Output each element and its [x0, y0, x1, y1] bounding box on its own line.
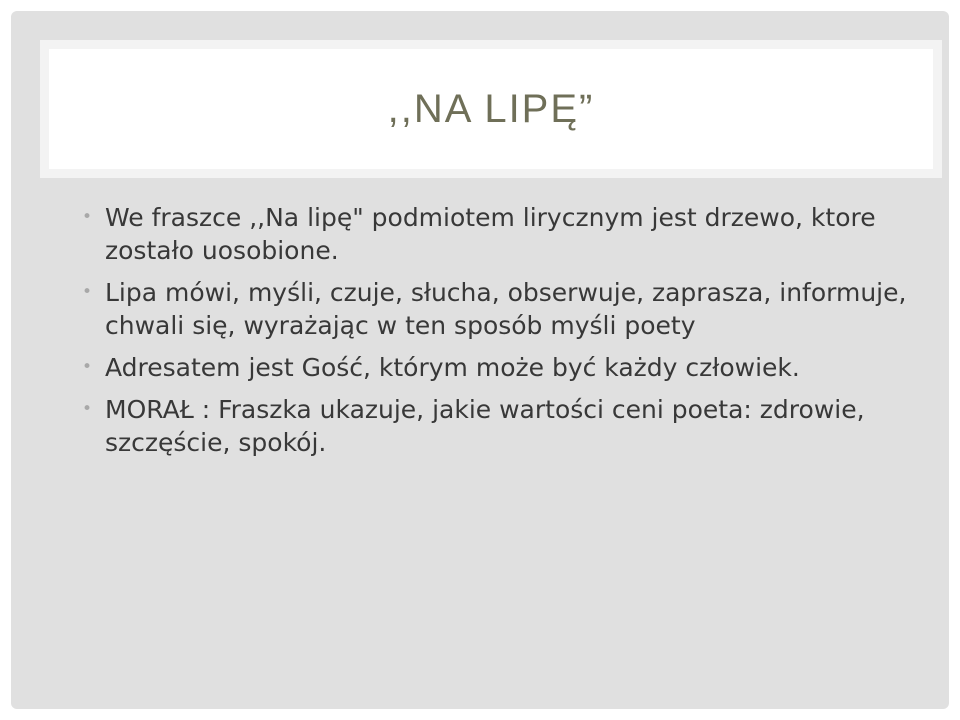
bullet-dot-icon: • — [82, 399, 93, 419]
slide-title: ,,NA LIPĘ” — [387, 87, 595, 131]
bullet-text: We fraszce ,,Na lipę" podmiotem lirycznym jest drzewo, ktore zostało uosobione. — [105, 203, 876, 265]
bullet-item — [81, 201, 921, 267]
title-inner — [49, 49, 933, 169]
slide — [11, 11, 949, 709]
bullet-dot-icon: • — [82, 282, 93, 302]
bullet-text: Adresatem jest Gość, którym może być każdy człowiek. — [105, 353, 800, 382]
bullet-dot-icon: • — [82, 207, 93, 227]
bullet-item — [81, 351, 921, 384]
bullet-list — [81, 201, 921, 459]
bullet-text: Lipa mówi, myśli, czuje, słucha, obserwuje, zaprasza, informuje, chwali się, wyrażając w ten sposób myśli poety — [105, 278, 907, 340]
content-area — [81, 201, 921, 468]
title-box — [40, 40, 942, 178]
bullet-dot-icon: • — [82, 357, 93, 377]
bullet-item — [81, 276, 921, 342]
bullet-text: MORAŁ : Fraszka ukazuje, jakie wartości ceni poeta: zdrowie, szczęście, spokój. — [105, 395, 865, 457]
bullet-item — [81, 393, 921, 459]
